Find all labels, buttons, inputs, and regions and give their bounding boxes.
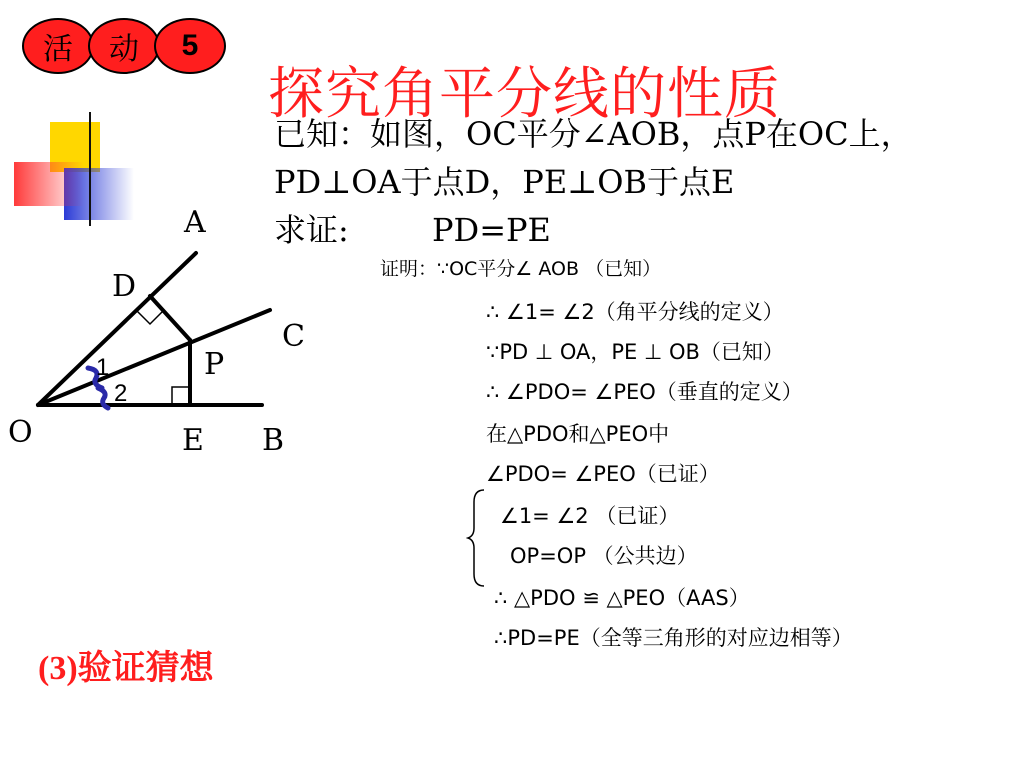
proof-line-9: ∴ △PDO ≌ △PEO（AAS）	[494, 586, 750, 610]
verify-number: (3)	[38, 650, 78, 687]
proof-line-8: OP=OP （公共边）	[510, 544, 698, 568]
label-O: O	[8, 415, 33, 450]
proof-line-3: ∵PD ⊥ OA，PE ⊥ OB（已知）	[486, 340, 784, 364]
proof-line-2: ∴ ∠1= ∠2（角平分线的定义）	[486, 300, 784, 324]
verify-heading	[38, 640, 214, 689]
proof-line-5: 在△PDO和△PEO中	[486, 422, 670, 446]
proof-line-4: ∴ ∠PDO= ∠PEO（垂直的定义）	[486, 380, 803, 404]
prove-label: 求证:	[274, 211, 349, 249]
proof-line-10: ∴PD=PE（全等三角形的对应边相等）	[494, 626, 853, 650]
badge-number: 5	[154, 18, 226, 74]
proof-line-1: 证明：∵OC平分∠ AOB （已知）	[380, 258, 662, 280]
label-P: P	[204, 347, 225, 382]
page-title: 探究角平分线的性质	[268, 62, 781, 127]
label-E: E	[182, 423, 204, 458]
label-A: A	[184, 205, 206, 240]
right-angle-D	[136, 310, 164, 324]
label-angle-2: 2	[114, 380, 128, 407]
label-D: D	[112, 269, 137, 304]
given-line-2: PD⊥OA于点D，PE⊥OB于点E	[274, 163, 735, 201]
given-line-1: 已知：如图，OC平分∠AOB，点P在OC上，	[274, 115, 913, 153]
label-C: C	[282, 319, 305, 354]
badge-huo: 活	[22, 18, 94, 74]
proof-line-6: ∠PDO= ∠PEO（已证）	[486, 462, 720, 486]
right-angle-E	[172, 387, 190, 405]
badge-dong: 动	[88, 18, 160, 74]
ray-OC	[38, 310, 270, 405]
label-angle-1: 1	[96, 354, 110, 381]
verify-text: 验证猜想	[77, 648, 214, 688]
label-B: B	[262, 423, 285, 458]
proof-line-7: ∠1= ∠2 （已证）	[500, 504, 680, 528]
left-brace-icon	[466, 488, 496, 588]
prove-statement: PD=PE	[432, 211, 551, 249]
